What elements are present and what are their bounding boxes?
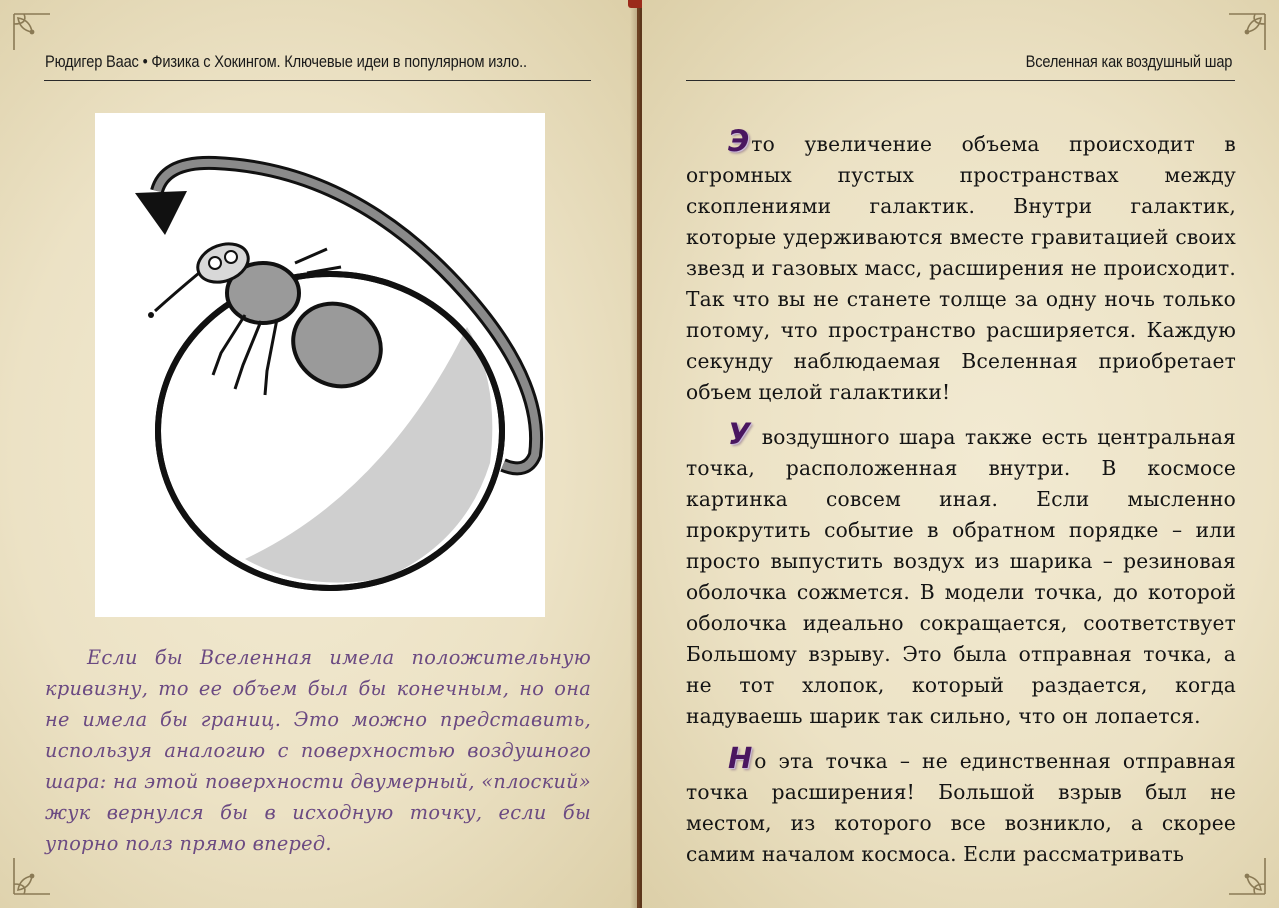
paragraph-text: о эта точка – не единственная отправная точка расширения! Большой взрыв был не местом, из которого все возникло, а скорее самим началом космоса. Если рассматривать (686, 749, 1236, 866)
right-page (642, 0, 1279, 908)
figure-caption: Если бы Вселенная имела положительную кривизну, то ее объем был бы конечным, но она не имела бы границ. Это можно представить, используя аналогию с поверхностью воздушного шара: на этой поверхности двумерный, «плоский» жук вернулся бы в исходную точку, если бы упорно полз прямо вперед. (45, 646, 591, 855)
drop-cap: Э (728, 124, 750, 158)
paragraph (686, 126, 1236, 408)
drop-cap: У (728, 417, 751, 451)
body-text (686, 126, 1236, 881)
running-head-right: Вселенная как воздушный шар (1025, 52, 1232, 71)
paragraph-text: воздушного шара также есть центральная точка, расположенная внутри. В космосе картинка совсем иная. Если мысленно прокрутить событие в обратном порядке – или просто выпустить воздух из шарика – резиновая оболочка сожмется. В модели точка, до которой оболочка идеально сокращается, соответствует Большому взрыву. Это была отправная точка, а не тот хлопок, который раздается, когда надуваешь шарик так сильно, что он лопается. (686, 425, 1236, 728)
paragraph (686, 419, 1236, 732)
balloon-beetle-illustration (95, 113, 545, 617)
corner-ornament-icon (10, 10, 56, 56)
header-rule (44, 80, 591, 81)
left-page (0, 0, 637, 908)
drop-cap: Н (728, 741, 753, 775)
header-rule (686, 80, 1235, 81)
paragraph-text: то увеличение объема происходит в огромных пустых пространствах между скоплениями галактик. Внутри галактик, которые удерживаются вместе гравитацией своих звезд и газовых масс, расширения не происходит. Так что вы не станете толще за одну ночь только потому, что пространство расширяется. Каждую секунду наблюдаемая Вселенная приобретает объем целой галактики! (686, 132, 1236, 404)
paragraph (686, 743, 1236, 870)
corner-ornament-icon (1223, 10, 1269, 56)
running-head-left: Рюдигер Ваас • Физика с Хокингом. Ключевые идеи в популярном изло.. (45, 52, 527, 71)
